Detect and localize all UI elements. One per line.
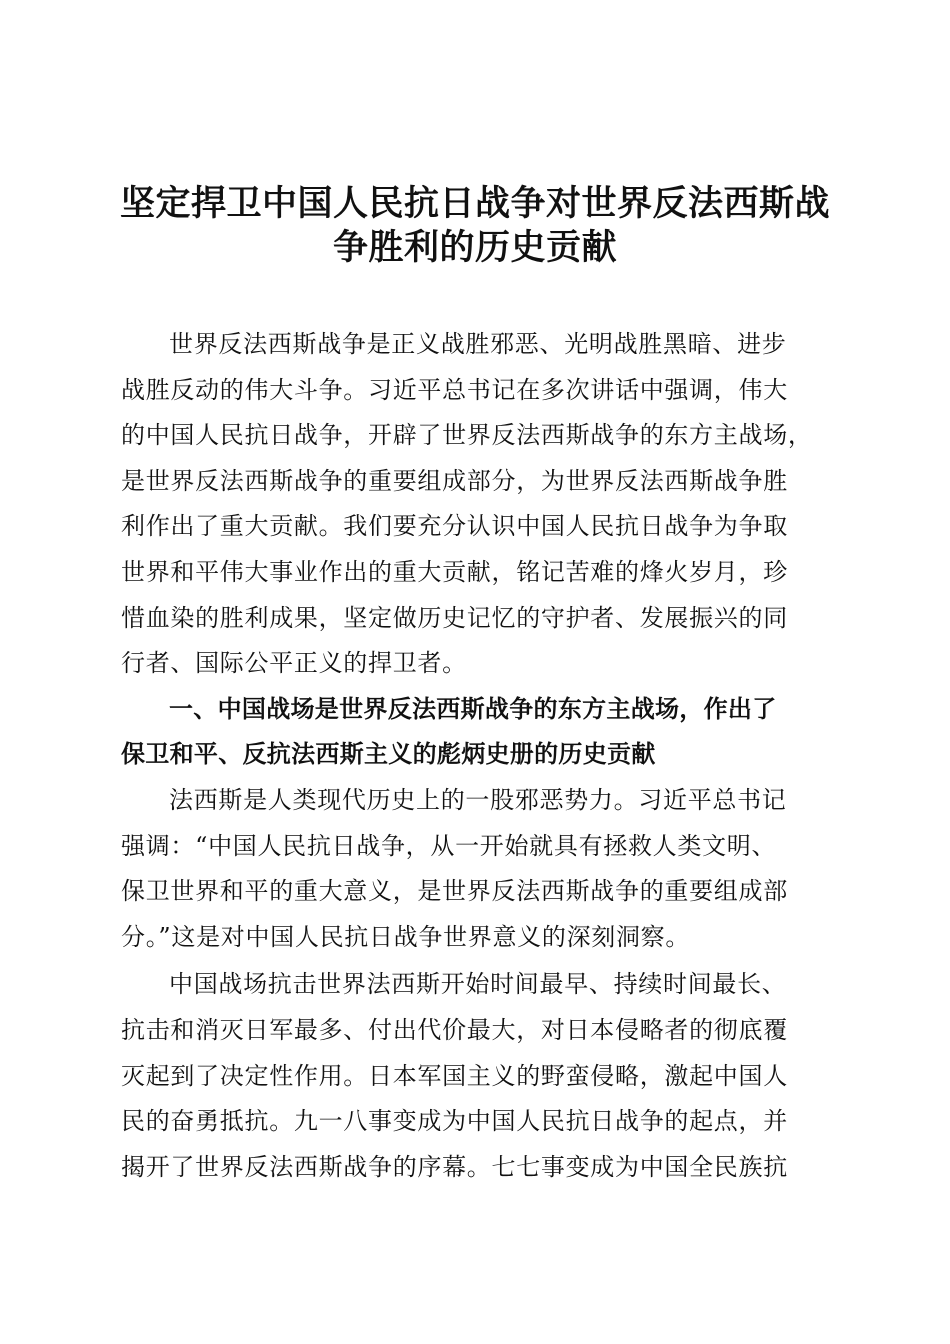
paragraph-line: 世界和平伟大事业作出的重大贡献，铭记苦难的烽火岁月，珍	[121, 557, 788, 586]
paragraph-line: 世界反法西斯战争是正义战胜邪恶、光明战胜黑暗、进步	[169, 330, 787, 358]
paragraph-china-battlefield	[121, 962, 831, 1190]
paragraph-line: 中国战场抗击世界法西斯开始时间最早、持续时间最长、	[169, 970, 787, 999]
section-heading-1	[121, 687, 831, 778]
paragraph-line: 分。”这是对中国人民抗日战争世界意义的深刻洞察。	[121, 922, 691, 951]
paragraph-line: 灭起到了决定性作用。日本军国主义的野蛮侵略，激起中国人	[121, 1061, 788, 1090]
paragraph-line: 民的奋勇抵抗。九一八事变成为中国人民抗日战争的起点，并	[121, 1107, 788, 1136]
paragraph-fascism	[121, 778, 831, 960]
paragraph-line: 是世界反法西斯战争的重要组成部分，为世界反法西斯战争胜	[121, 466, 788, 495]
heading-line: 一、中国战场是世界反法西斯战争的东方主战场，作出了	[169, 694, 777, 723]
paragraph-line: 揭开了世界反法西斯战争的序幕。七七事变成为中国全民族抗	[121, 1152, 788, 1181]
document-title-line-1: 坚定捍卫中国人民抗日战争对世界反法西斯战	[119, 183, 830, 224]
paragraph-intro	[121, 322, 831, 687]
document-title-line-2: 争胜利的历史贡献	[332, 227, 617, 268]
paragraph-line: 强调：“中国人民抗日战争，从一开始就具有拯救人类文明、	[121, 831, 777, 860]
paragraph-line: 的中国人民抗日战争，开辟了世界反法西斯战争的东方主战场，	[121, 421, 813, 450]
paragraph-line: 法西斯是人类现代历史上的一股邪恶势力。习近平总书记	[169, 785, 787, 814]
paragraph-line: 行者、国际公平正义的捍卫者。	[121, 649, 467, 678]
paragraph-line: 抗击和消灭日军最多、付出代价最大，对日本侵略者的彻底覆	[121, 1015, 788, 1044]
heading-line: 保卫和平、反抗法西斯主义的彪炳史册的历史贡献	[121, 740, 656, 769]
paragraph-line: 战胜反动的伟大斗争。习近平总书记在多次讲话中强调，伟大	[121, 375, 788, 404]
paragraph-line: 惜血染的胜利成果，坚定做历史记忆的守护者、发展振兴的同	[121, 603, 788, 632]
paragraph-line: 保卫世界和平的重大意义，是世界反法西斯战争的重要组成部	[121, 877, 788, 906]
document-body	[121, 322, 831, 1190]
paragraph-line: 利作出了重大贡献。我们要充分认识中国人民抗日战争为争取	[121, 512, 788, 541]
